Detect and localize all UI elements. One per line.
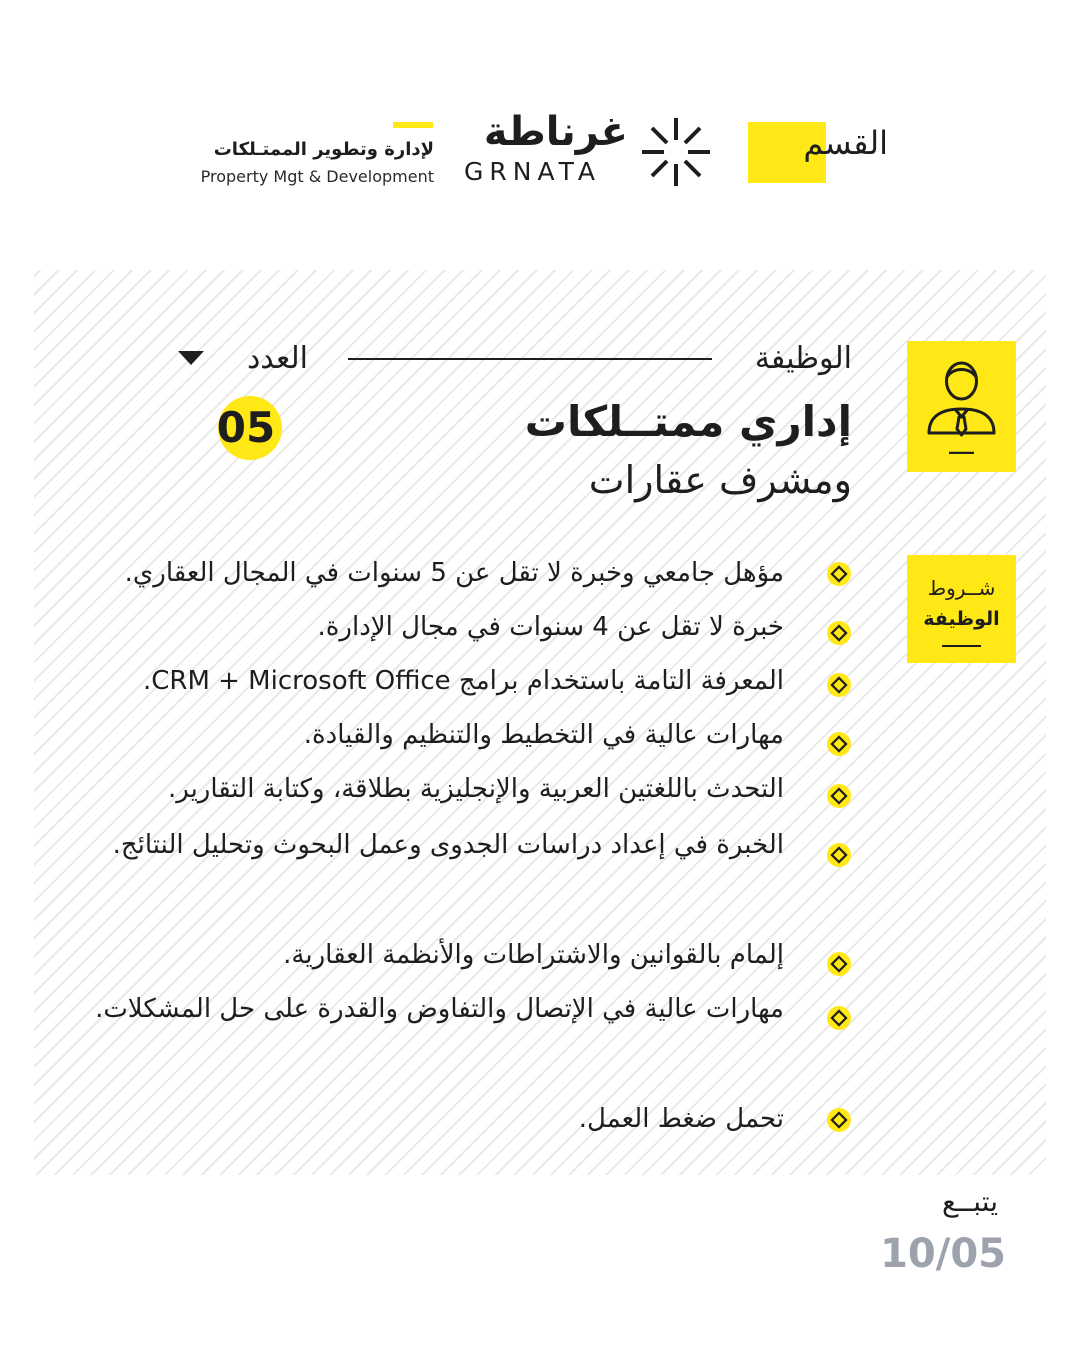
diamond-bullet-icon xyxy=(826,561,852,587)
page-number: 10/05 xyxy=(880,1231,1006,1277)
requirement-item-6: الخبرة في إعداد دراسات الجدوى وعمل البحوث وتحليل النتائج. xyxy=(112,830,784,860)
requirement-item-7: إلمام بالقوانين والاشتراطات والأنظمة العقارية. xyxy=(283,940,784,970)
diamond-bullet-icon xyxy=(826,731,852,757)
count-label: العدد xyxy=(246,341,308,376)
brand-name-english: GRNATA xyxy=(464,157,602,186)
requirement-item-5: التحدث باللغتين العربية والإنجليزية بطلاقة، وكتابة التقارير. xyxy=(167,774,784,804)
brand-name-arabic: غرناطة xyxy=(483,109,628,155)
diamond-bullet-icon xyxy=(826,620,852,646)
employee-icon xyxy=(923,359,1000,454)
diamond-bullet-icon xyxy=(826,1005,852,1031)
requirements-heading-line1: شــروط xyxy=(927,576,996,600)
requirement-item-4: مهارات عالية في التخطيط والتنظيم والقيادة. xyxy=(303,720,784,750)
job-divider xyxy=(348,358,712,360)
tagline-accent-bar xyxy=(393,122,433,128)
requirements-heading-line2: الوظيفة xyxy=(923,608,1000,630)
tagline-english: Property Mgt & Development xyxy=(200,167,434,186)
diamond-bullet-icon xyxy=(826,783,852,809)
job-icon-box xyxy=(907,341,1016,472)
job-subtitle: ومشرف عقارات xyxy=(588,458,852,502)
requirements-heading-box xyxy=(907,555,1016,663)
requirements-heading-underline xyxy=(942,645,981,647)
continue-label: يتبــع xyxy=(942,1185,998,1218)
requirement-item-2: خبرة لا تقل عن 4 سنوات في مجال الإدارة. xyxy=(317,612,784,642)
diamond-bullet-icon xyxy=(826,672,852,698)
requirement-item-8: مهارات عالية في الإتصال والتفاوض والقدرة على حل المشكلات. xyxy=(95,994,784,1024)
requirement-item-3: المعرفة التامة باستخدام برامج CRM + Microsoft Office. xyxy=(142,666,784,696)
tagline-arabic: لإدارة وتطوير الممتـلكات xyxy=(213,139,434,160)
requirement-item-9: تحمل ضغط العمل. xyxy=(578,1104,784,1134)
diamond-bullet-icon xyxy=(826,842,852,868)
caret-down-icon xyxy=(178,351,204,365)
diamond-bullet-icon xyxy=(826,951,852,977)
grnata-star-logo-icon xyxy=(636,112,716,192)
requirement-item-1: مؤهل جامعي وخبرة لا تقل عن 5 سنوات في المجال العقاري. xyxy=(124,558,784,588)
section-label: القسم xyxy=(803,124,888,162)
count-value: 05 xyxy=(216,403,276,452)
diamond-bullet-icon xyxy=(826,1107,852,1133)
job-title: إداري ممتــلكات xyxy=(524,397,852,446)
job-label: الوظيفة xyxy=(754,341,852,376)
